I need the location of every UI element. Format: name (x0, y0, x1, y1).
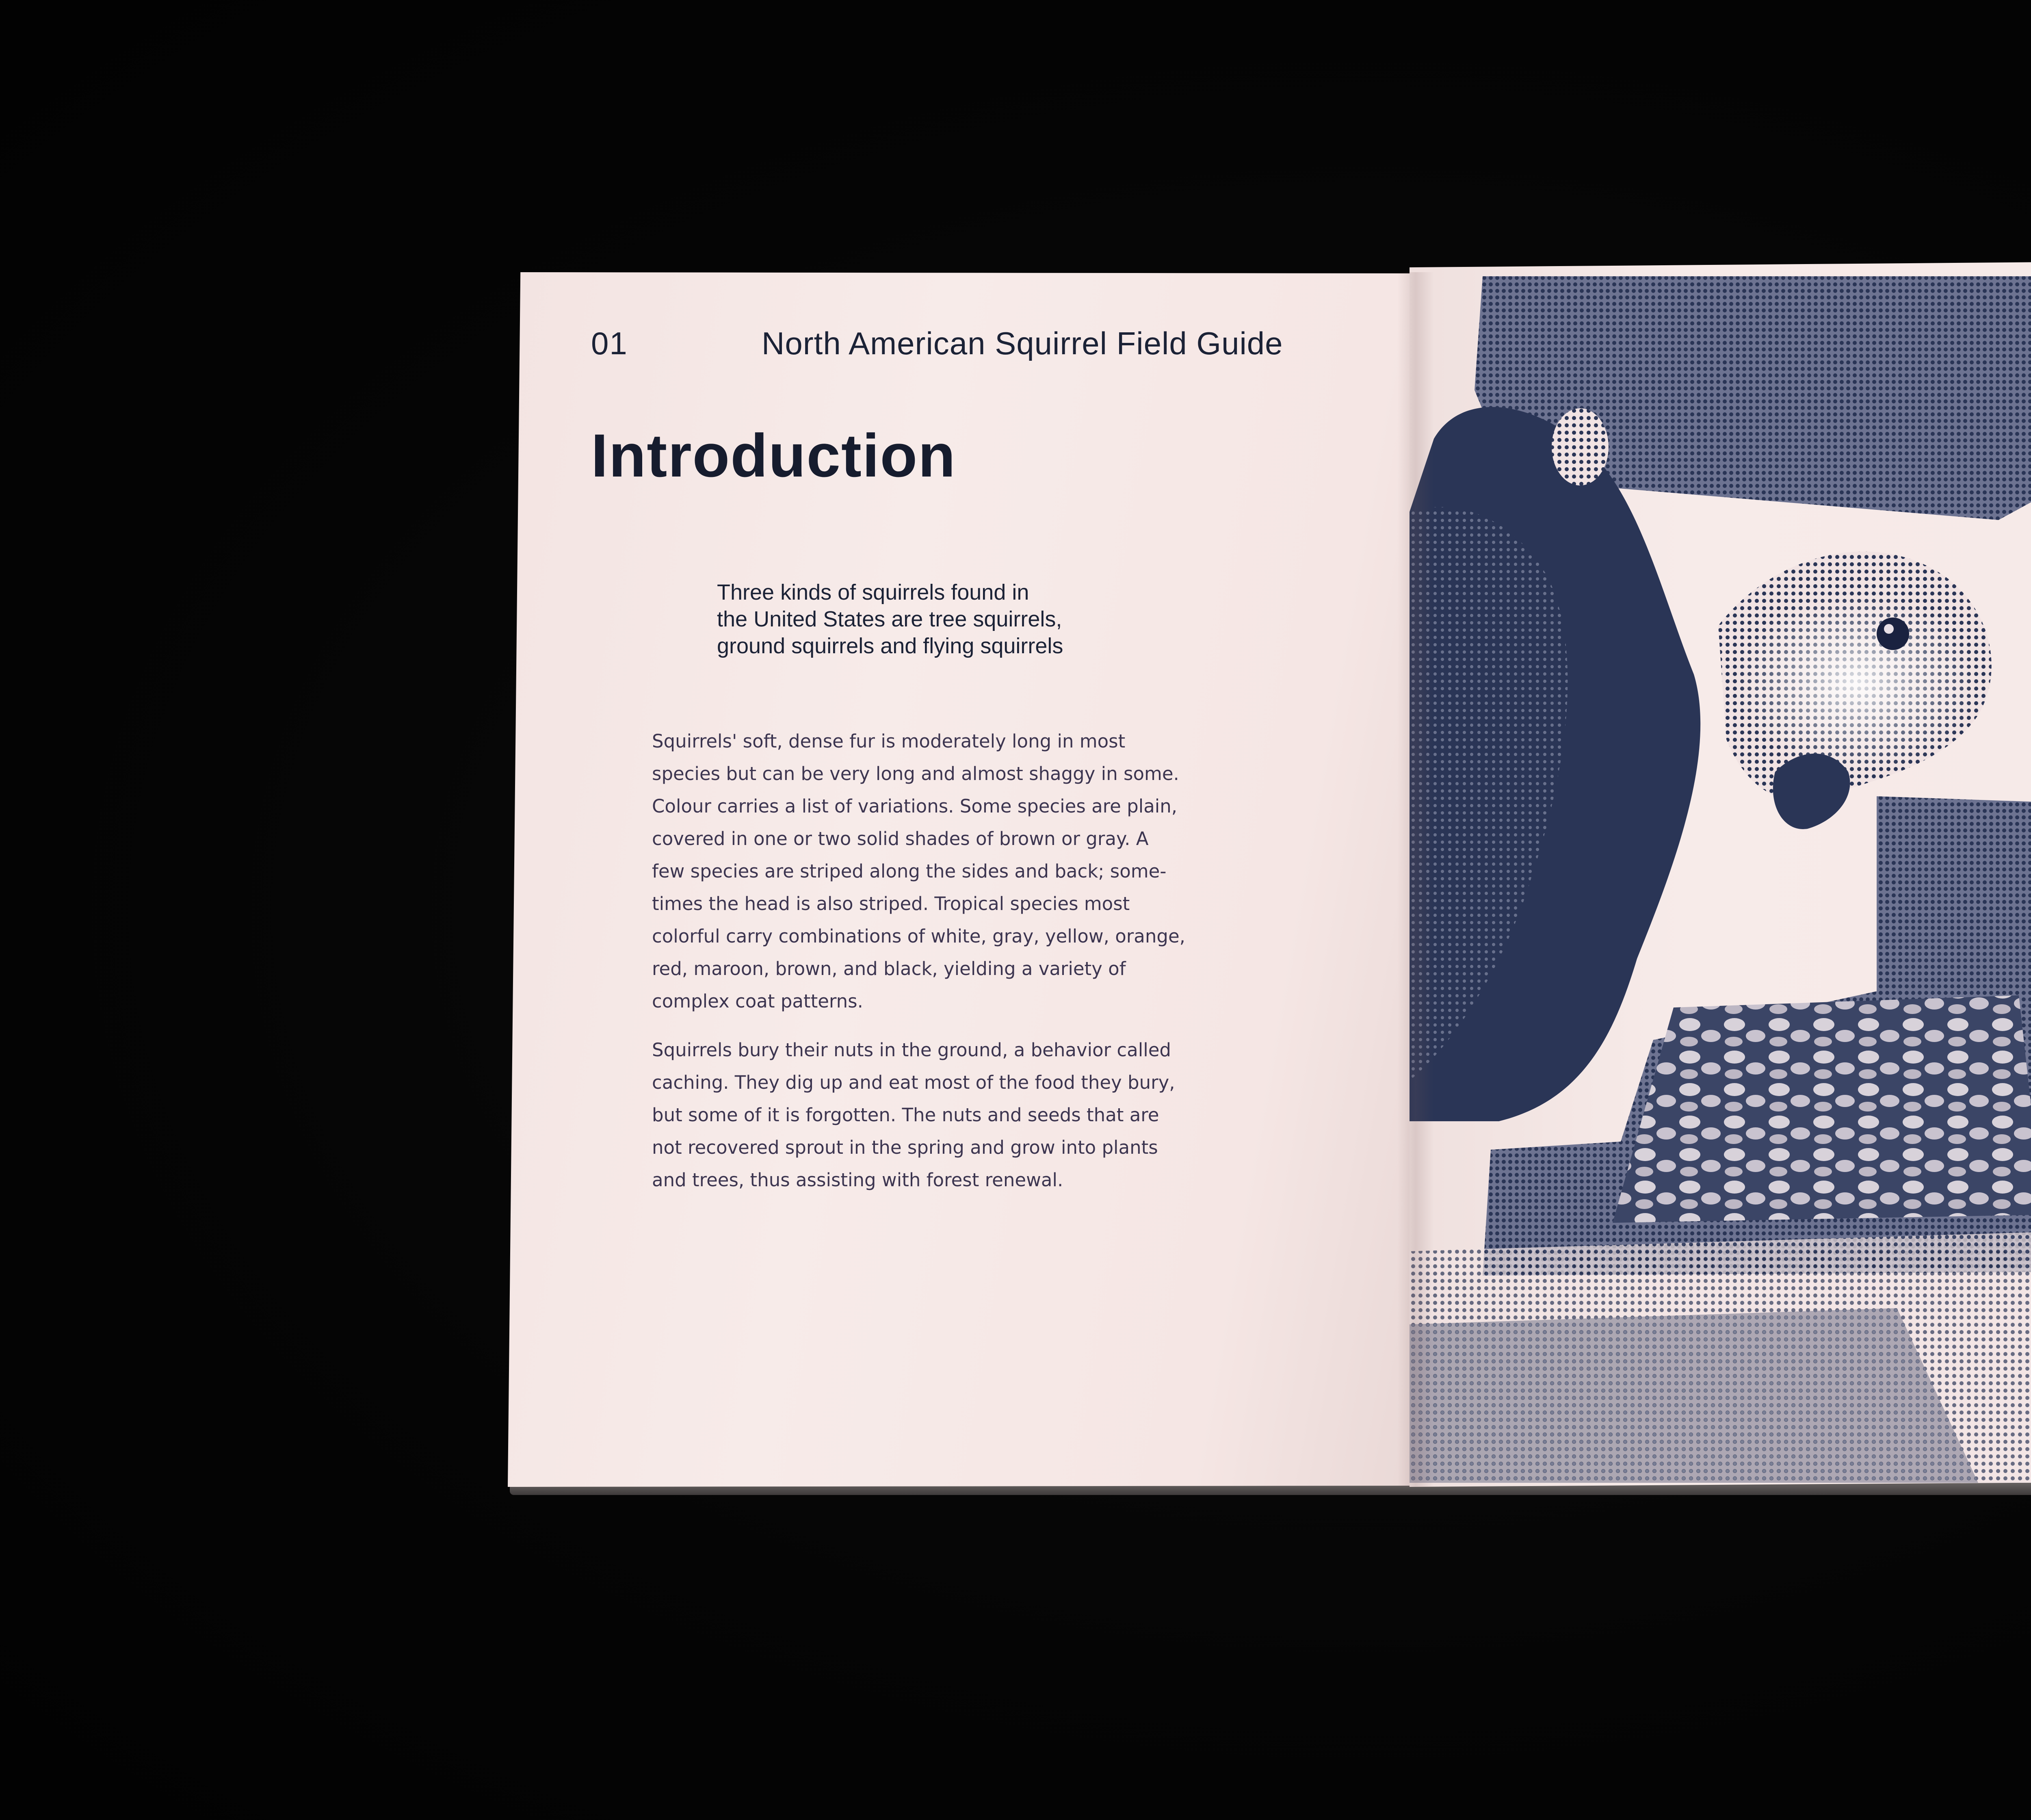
pull-quote (717, 579, 1245, 659)
text-line: red, maroon, brown, and black, yielding a variety of (652, 958, 1126, 979)
paragraph-fur (652, 725, 1241, 1018)
text-line: covered in one or two solid shades of brown or gray. A (652, 828, 1149, 849)
text-line: few species are striped along the sides and back; some- (652, 860, 1167, 882)
text-line: and trees, thus assisting with forest renewal. (652, 1169, 1063, 1191)
text-line: not recovered sprout in the spring and grow into plants (652, 1137, 1158, 1158)
text-line: complex coat patterns. (652, 990, 863, 1012)
text-line: Squirrels bury their nuts in the ground, a behavior called (652, 1039, 1171, 1061)
text-line: Colour carries a list of variations. Some species are plain, (652, 795, 1178, 817)
pull-quote-line: ground squirrels and flying squirrels (717, 634, 1063, 658)
text-line: Squirrels' soft, dense fur is moderately long in most (652, 730, 1126, 752)
pull-quote-line: Three kinds of squirrels found in (717, 580, 1029, 604)
text-line: colorful carry combinations of white, gray, yellow, orange, (652, 925, 1185, 947)
running-title: North American Squirrel Field Guide (762, 325, 1283, 361)
text-line: times the head is also striped. Tropical species most (652, 893, 1130, 914)
text-line: but some of it is forgotten. The nuts and seeds that are (652, 1104, 1159, 1126)
pull-quote-line: the United States are tree squirrels, (717, 607, 1062, 631)
text-line: caching. They dig up and eat most of the food they bury, (652, 1072, 1175, 1093)
page-number: 01 (591, 325, 628, 361)
book-gutter (1397, 272, 1434, 1487)
page-heading: Introduction (591, 421, 956, 490)
text-line: species but can be very long and almost shaggy in some. (652, 763, 1179, 784)
squirrel-halftone-photo (1410, 268, 2031, 1483)
body-text (652, 725, 1241, 1196)
paragraph-caching (652, 1034, 1241, 1196)
